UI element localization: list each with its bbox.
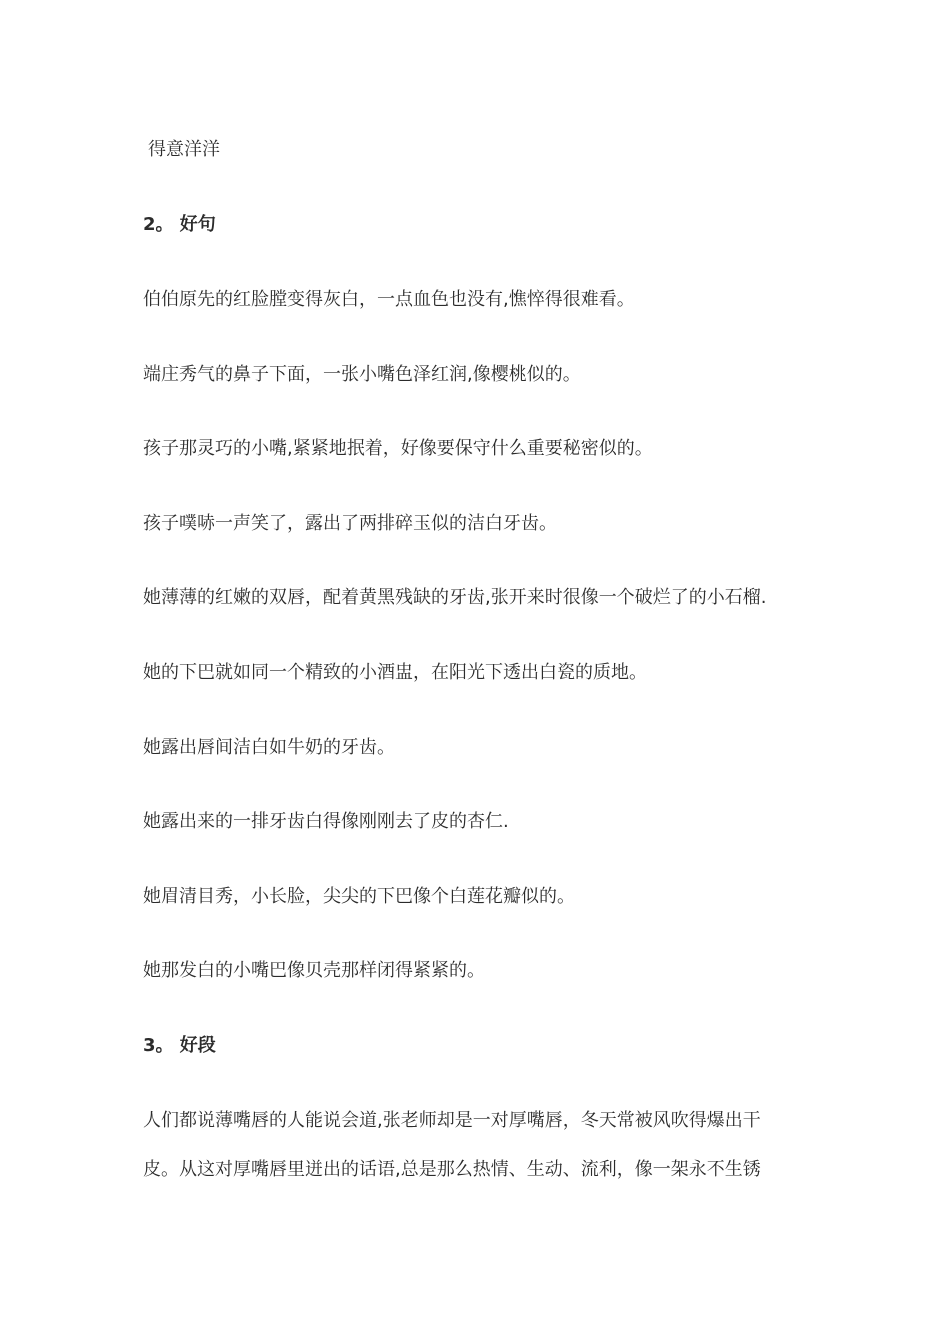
- sentence-7: 她露出唇间洁白如牛奶的牙齿。: [143, 737, 395, 758]
- sentence-1: 伯伯原先的红脸膛变得灰白，一点血色也没有,憔悴得很难看。: [143, 289, 635, 310]
- sentence-10: 她那发白的小嘴巴像贝壳那样闭得紧紧的。: [143, 960, 485, 981]
- section-heading-good-sentences: 2。 好句: [143, 214, 216, 235]
- sentence-2: 端庄秀气的鼻子下面，一张小嘴色泽红润,像樱桃似的。: [143, 364, 581, 385]
- section-heading-good-paragraph: 3。 好段: [143, 1035, 216, 1056]
- sentence-6: 她的下巴就如同一个精致的小酒盅，在阳光下透出白瓷的质地。: [143, 662, 647, 683]
- sentence-4: 孩子噗哧一声笑了，露出了两排碎玉似的洁白牙齿。: [143, 513, 557, 534]
- sentence-3: 孩子那灵巧的小嘴,紧紧地抿着，好像要保守什么重要秘密似的。: [143, 438, 653, 459]
- top-phrase: 得意洋洋: [148, 139, 220, 160]
- paragraph-line-2: 皮。从这对厚嘴唇里迸出的话语,总是那么热情、生动、流利，像一架永不生锈: [143, 1159, 761, 1180]
- paragraph-line-1: 人们都说薄嘴唇的人能说会道,张老师却是一对厚嘴唇，冬天常被风吹得爆出干: [143, 1110, 761, 1131]
- sentence-8: 她露出来的一排牙齿白得像刚刚去了皮的杏仁.: [143, 811, 509, 832]
- sentence-5: 她薄薄的红嫩的双唇，配着黄黑残缺的牙齿,张开来时很像一个破烂了的小石榴.: [143, 587, 767, 608]
- sentence-9: 她眉清目秀，小长脸，尖尖的下巴像个白莲花瓣似的。: [143, 886, 575, 907]
